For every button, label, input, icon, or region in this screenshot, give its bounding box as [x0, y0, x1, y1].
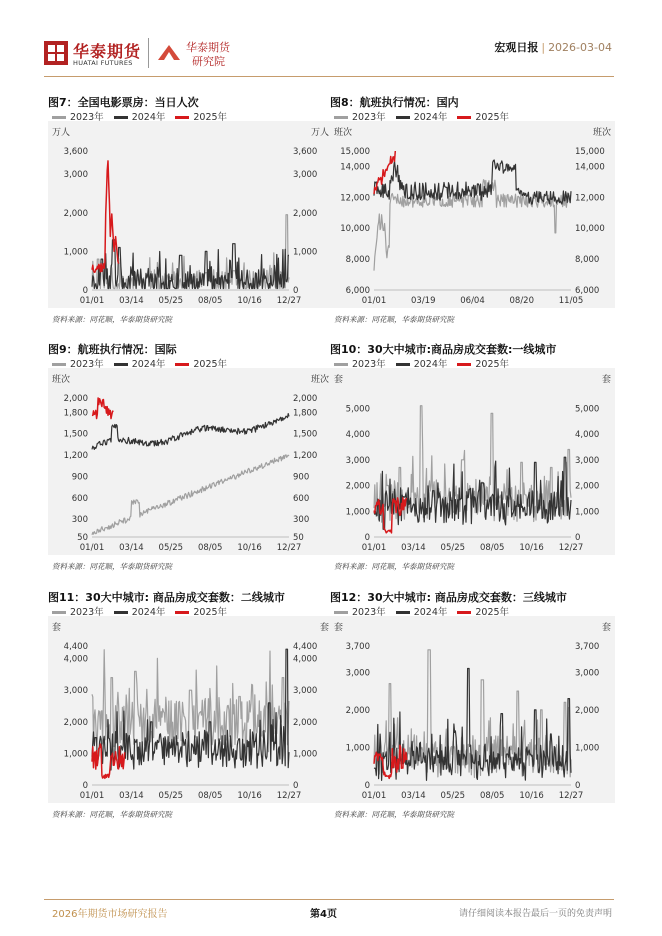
legend-swatch: [457, 611, 471, 614]
y-tick-label-l: 4,400: [63, 642, 88, 652]
chart-panel-fig8: [330, 94, 615, 329]
legend-swatch: [114, 611, 128, 614]
y-tick-label-r: 300: [293, 515, 310, 526]
y-tick-label-l: 3,000: [345, 668, 370, 679]
legend-swatch: [52, 363, 66, 366]
legend-label: 2025年: [475, 607, 510, 618]
y-tick-label-l: 1,200: [63, 451, 88, 462]
legend-label: 2024年: [131, 359, 166, 370]
x-tick-label: 05/25: [158, 296, 184, 306]
title-separator: |: [541, 41, 546, 54]
footer-report-name: 2026年期货市场研究报告: [52, 909, 168, 920]
chart-panel-fig10: [330, 341, 615, 576]
chart-source: 资料来源：同花顺，华泰期货研究院: [52, 315, 172, 324]
legend-label: 2024年: [413, 112, 448, 123]
page-number: 第4页: [310, 909, 337, 920]
y-tick-label-r: 2,000: [575, 481, 600, 492]
y-tick-label-r: 4,400: [293, 642, 318, 652]
x-tick-label: 03/14: [401, 543, 426, 553]
y-tick-label-l: 10,000: [340, 224, 370, 235]
legend-swatch: [175, 363, 189, 366]
y-tick-label-l: 0: [364, 781, 370, 791]
legend-swatch: [114, 363, 128, 366]
x-tick-label: 08/05: [479, 543, 505, 553]
series-line-y2023: [374, 180, 571, 271]
logo-divider: [148, 38, 149, 68]
footer-rule: [44, 899, 614, 900]
y-tick-label-l: 3,000: [63, 170, 88, 181]
chart-panel-fig7: [48, 94, 333, 329]
legend-label: 2025年: [475, 112, 510, 123]
chart-plot: [330, 368, 615, 555]
y-tick-label-r: 3,700: [575, 642, 600, 652]
x-tick-label: 11/05: [558, 296, 584, 306]
series-line-y2023: [92, 455, 289, 535]
x-tick-label: 05/25: [158, 791, 184, 801]
y-tick-label-r: 2,000: [293, 717, 318, 728]
legend-label: 2023年: [70, 359, 104, 370]
legend-swatch: [396, 116, 410, 119]
chart-source: 资料来源：同花顺，华泰期货研究院: [334, 562, 454, 571]
y-tick-label-l: 15,000: [340, 147, 370, 157]
y-tick-label-l: 3,000: [63, 686, 88, 697]
chart-source: 资料来源：同花顺，华泰期货研究院: [52, 562, 172, 571]
y-tick-label-l: 8,000: [345, 255, 370, 266]
y-tick-label-r: 2,000: [293, 394, 318, 404]
y-unit-label-l: 班次: [334, 128, 353, 138]
y-tick-label-r: 1,500: [293, 429, 318, 440]
y-tick-label-r: 3,000: [575, 668, 600, 679]
legend-swatch: [396, 363, 410, 366]
chart-title: 图12：30大中城市: 商品房成交套数：三线城市: [330, 591, 567, 604]
y-tick-label-r: 0: [575, 781, 581, 791]
y-tick-label-r: 8,000: [575, 255, 600, 266]
huatai-logo: [44, 38, 244, 72]
legend-swatch: [175, 611, 189, 614]
y-unit-label-l: 班次: [52, 375, 71, 385]
x-tick-label: 10/16: [519, 791, 544, 801]
y-tick-label-l: 6,000: [345, 286, 370, 296]
legend-label: 2025年: [193, 359, 228, 370]
y-tick-label-l: 1,000: [345, 743, 370, 754]
y-tick-label-r: 0: [293, 286, 299, 296]
x-tick-label: 08/20: [509, 296, 534, 306]
chart-panel-fig12: [330, 589, 615, 824]
chart-plot: [330, 121, 615, 308]
chart-title: 图10：30大中城市:商品房成交套数:一线城市: [330, 343, 557, 356]
y-tick-label-l: 0: [82, 781, 88, 791]
y-tick-label-r: 3,000: [575, 455, 600, 466]
y-unit-label-l: 套: [334, 375, 344, 385]
y-tick-label-l: 1,000: [63, 749, 88, 760]
y-tick-label-l: 0: [364, 533, 370, 543]
chart-title: 图9：航班执行情况：国际: [48, 343, 177, 356]
x-tick-label: 03/19: [411, 296, 436, 306]
legend-label: 2023年: [352, 607, 386, 618]
y-tick-label-r: 6,000: [575, 286, 600, 296]
y-tick-label-l: 4,000: [345, 430, 370, 441]
y-tick-label-l: 12,000: [340, 193, 370, 204]
institute-name-line1: 华泰期货: [186, 41, 230, 54]
y-tick-label-l: 3,600: [63, 147, 88, 157]
y-tick-label-l: 3,000: [345, 455, 370, 466]
institute-name-line2: 研究院: [192, 55, 225, 68]
x-tick-label: 08/05: [479, 791, 505, 801]
legend-label: 2025年: [193, 112, 228, 123]
x-tick-label: 12/27: [276, 296, 302, 306]
y-tick-label-l: 3,700: [345, 642, 370, 652]
y-tick-label-l: 14,000: [340, 162, 370, 173]
y-tick-label-l: 2,000: [63, 717, 88, 728]
report-title-date: [494, 39, 612, 55]
y-tick-label-l: 1,500: [63, 429, 88, 440]
x-tick-label: 03/14: [119, 791, 144, 801]
y-unit-label-r: 班次: [592, 128, 611, 138]
x-tick-label: 08/05: [197, 296, 223, 306]
report-date: 2026-03-04: [548, 41, 612, 54]
y-tick-label-l: 5,000: [345, 404, 370, 415]
logo-en-text: HUATAI FUTURES: [73, 59, 133, 67]
y-tick-label-r: 4,000: [293, 654, 318, 665]
y-tick-label-r: 2,000: [293, 208, 318, 219]
x-tick-label: 01/01: [361, 791, 387, 801]
chart-title: 图7：全国电影票房：当日人次: [48, 96, 199, 109]
y-tick-label-l: 50: [77, 533, 88, 543]
legend-label: 2024年: [413, 359, 448, 370]
y-tick-label-l: 2,000: [63, 208, 88, 219]
x-tick-label: 12/27: [558, 791, 584, 801]
y-tick-label-l: 600: [71, 493, 88, 504]
chart-plot: [48, 616, 333, 803]
y-tick-label-l: 0: [82, 286, 88, 296]
y-tick-label-r: 2,000: [575, 705, 600, 716]
y-tick-label-l: 1,000: [345, 507, 370, 518]
y-tick-label-r: 1,000: [575, 507, 600, 518]
series-line-y2024: [92, 240, 289, 289]
y-tick-label-r: 12,000: [575, 193, 605, 204]
y-tick-label-r: 1,000: [293, 247, 318, 258]
y-tick-label-r: 0: [575, 533, 581, 543]
y-tick-label-l: 4,000: [63, 654, 88, 665]
y-tick-label-r: 3,000: [293, 170, 318, 181]
x-tick-label: 03/14: [119, 296, 144, 306]
x-tick-label: 10/16: [237, 296, 262, 306]
legend-label: 2024年: [131, 607, 166, 618]
y-tick-label-r: 600: [293, 493, 310, 504]
y-tick-label-l: 1,000: [63, 247, 88, 258]
legend-label: 2023年: [352, 112, 386, 123]
series-line-y2024: [374, 457, 571, 529]
y-tick-label-r: 5,000: [575, 404, 600, 415]
footer-disclaimer: 请仔细阅读本报告最后一页的免责声明: [458, 909, 612, 919]
y-unit-label-r: 班次: [310, 375, 329, 385]
y-tick-label-r: 3,600: [293, 147, 318, 157]
y-unit-label-r: 套: [601, 623, 611, 633]
chart-plot: [48, 368, 333, 555]
chart-source: 资料来源：同花顺，华泰期货研究院: [334, 810, 454, 819]
legend-label: 2024年: [131, 112, 166, 123]
report-title: 宏观日报: [494, 41, 539, 54]
legend-swatch: [175, 116, 189, 119]
series-line-y2024: [92, 414, 289, 450]
x-tick-label: 05/25: [440, 543, 466, 553]
legend-label: 2024年: [413, 607, 448, 618]
legend-label: 2023年: [352, 359, 386, 370]
legend-swatch: [334, 363, 348, 366]
y-tick-label-r: 1,200: [293, 451, 318, 462]
chart-title: 图11：30大中城市: 商品房成交套数：二线城市: [48, 591, 285, 604]
y-tick-label-l: 2,000: [345, 481, 370, 492]
y-tick-label-l: 1,800: [63, 408, 88, 419]
x-tick-label: 05/25: [158, 543, 184, 553]
x-tick-label: 12/27: [276, 543, 302, 553]
y-unit-label-r: 套: [601, 375, 611, 385]
x-tick-label: 01/01: [79, 791, 105, 801]
y-unit-label-r: 万人: [310, 128, 329, 138]
y-tick-label-r: 1,000: [575, 743, 600, 754]
y-tick-label-r: 14,000: [575, 162, 605, 173]
chart-source: 资料来源：同花顺，华泰期货研究院: [52, 810, 172, 819]
huatai-logo-icon: [44, 41, 68, 65]
y-tick-label-r: 1,800: [293, 408, 318, 419]
x-tick-label: 10/16: [519, 543, 544, 553]
chart-plot: [330, 616, 615, 803]
legend-swatch: [52, 116, 66, 119]
x-tick-label: 01/01: [79, 296, 105, 306]
y-unit-label-r: 套: [319, 623, 329, 633]
y-tick-label-r: 1,000: [293, 749, 318, 760]
x-tick-label: 12/27: [276, 791, 302, 801]
x-tick-label: 08/05: [197, 543, 223, 553]
header-rule: [44, 76, 614, 77]
legend-label: 2023年: [70, 112, 104, 123]
y-tick-label-r: 4,000: [575, 430, 600, 441]
x-tick-label: 01/01: [361, 543, 387, 553]
legend-swatch: [334, 611, 348, 614]
y-tick-label-r: 10,000: [575, 224, 605, 235]
legend-swatch: [334, 116, 348, 119]
x-tick-label: 10/16: [237, 543, 262, 553]
y-tick-label-r: 0: [293, 781, 299, 791]
y-tick-label-r: 15,000: [575, 147, 605, 157]
legend-swatch: [52, 611, 66, 614]
legend-label: 2023年: [70, 607, 104, 618]
y-tick-label-l: 900: [71, 472, 88, 483]
x-tick-label: 08/05: [197, 791, 223, 801]
x-tick-label: 05/25: [440, 791, 466, 801]
y-tick-label-l: 2,000: [63, 394, 88, 404]
y-unit-label-l: 套: [52, 623, 62, 633]
page-header: [0, 0, 662, 80]
legend-swatch: [457, 363, 471, 366]
institute-logo-icon: [158, 43, 180, 61]
chart-plot: [48, 121, 333, 308]
legend-swatch: [396, 611, 410, 614]
x-tick-label: 03/14: [119, 543, 144, 553]
x-tick-label: 10/16: [237, 791, 262, 801]
y-tick-label-r: 50: [293, 533, 304, 543]
y-tick-label-l: 300: [71, 515, 88, 526]
chart-title: 图8：航班执行情况：国内: [330, 96, 459, 109]
x-tick-label: 12/27: [558, 543, 584, 553]
y-unit-label-l: 万人: [52, 128, 71, 138]
chart-panel-fig11: [48, 589, 333, 824]
y-unit-label-l: 套: [334, 623, 344, 633]
legend-label: 2025年: [475, 359, 510, 370]
x-tick-label: 01/01: [79, 543, 105, 553]
chart-panel-fig9: [48, 341, 333, 576]
logo-cn-text: 华泰期货: [73, 42, 142, 61]
x-tick-label: 01/01: [361, 296, 387, 306]
legend-swatch: [114, 116, 128, 119]
x-tick-label: 03/14: [401, 791, 426, 801]
y-tick-label-r: 900: [293, 472, 310, 483]
legend-swatch: [457, 116, 471, 119]
x-tick-label: 06/04: [460, 296, 485, 306]
y-tick-label-r: 3,000: [293, 686, 318, 697]
series-line-y2025: [92, 398, 113, 419]
y-tick-label-l: 2,000: [345, 705, 370, 716]
legend-label: 2025年: [193, 607, 228, 618]
chart-source: 资料来源：同花顺，华泰期货研究院: [334, 315, 454, 324]
